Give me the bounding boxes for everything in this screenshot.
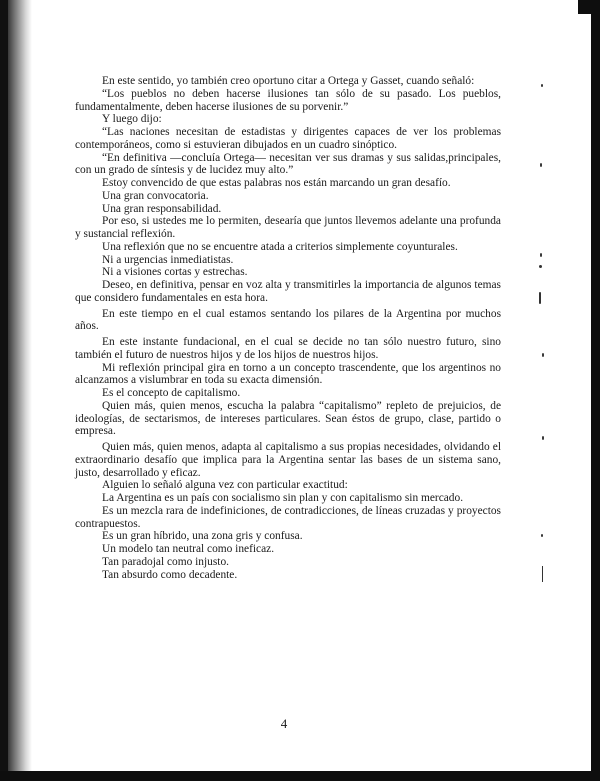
scan-speck: [539, 292, 541, 304]
paragraph: Es un gran híbrido, una zona gris y confusa.: [102, 530, 303, 543]
paragraph: “Las naciones necesitan de estadistas y dirigentes capaces de ver los problemas contemporáneos, como si estuvieran dibujados en un cuadro sinóptico.: [75, 126, 501, 151]
paragraph: Una gran convocatoria.: [102, 189, 209, 202]
scan-speck: [542, 566, 543, 582]
paragraph: Es un mezcla rara de indefiniciones, de contradicciones, de líneas cruzadas y proyectos contrapuestos.: [75, 504, 501, 530]
paragraph: Quien más, quien menos, escucha la palabra “capitalismo” repleto de prejuicios, de ideologías, de sectarismos, de intereses particulares. Sean éstos de grupo, clase, partido o empresa.: [75, 399, 501, 438]
paragraph: Y luego dijo:: [102, 113, 162, 126]
scan-border-left: [0, 0, 8, 781]
paragraph: Ni a visiones cortas y estrechas.: [102, 266, 248, 279]
paragraph: Deseo, en definitiva, pensar en voz alta y transmitirles la importancia de algunos temas que considero fundamentales en esta hora.: [75, 279, 501, 304]
paragraph: En este tiempo en el cual estamos sentando los pilares de la Argentina por muchos años.: [75, 307, 501, 333]
scan-border-right: [591, 0, 600, 781]
document-body: [75, 75, 501, 581]
paragraph: La Argentina es un país con socialismo sin plan y con capitalismo sin mercado.: [102, 492, 464, 504]
paragraph: Tan paradojal como injusto.: [102, 555, 229, 568]
paragraph: Es el concepto de capitalismo.: [102, 387, 241, 399]
scan-speck: [539, 265, 542, 268]
paragraph: En este instante fundacional, en el cual se decide no tan sólo nuestro futuro, sino también el futuro de nuestros hijos y de los hijos de nuestros hijos.: [75, 336, 501, 361]
scan-speck: [540, 253, 542, 257]
paragraph: Tan absurdo como decadente.: [102, 568, 238, 581]
paragraph: Estoy convencido de que estas palabras nos están marcando un gran desafío.: [102, 177, 451, 189]
paragraph: Una gran responsabilidad.: [102, 202, 222, 215]
scan-shadow-left: [8, 0, 32, 781]
paragraph: Quien más, quien menos, adapta al capitalismo a sus propias necesidades, olvidando el extraordinario desafío que implica para la Argentina sentar las bases de un sistema sano, justo, desarrollado y eficaz.: [75, 441, 501, 479]
paragraph: Por eso, si ustedes me lo permiten, desearía que juntos llevemos adelante una profunda y sustancial reflexión.: [75, 215, 501, 240]
scan-corner-top-right: [578, 0, 600, 14]
paragraph: Ni a urgencias inmediatistas.: [102, 253, 234, 266]
paragraph: Alguien lo señaló alguna vez con particular exactitud:: [102, 479, 348, 492]
scan-speck: [540, 163, 542, 167]
paragraph: En este sentido, yo también creo oportuno citar a Ortega y Gasset, cuando señaló:: [102, 75, 475, 87]
scan-speck: [541, 534, 543, 537]
paragraph: Mi reflexión principal gira en torno a un concepto trascendente, que los argentinos no alcanzamos a vislumbrar en toda su exacta dimensión.: [75, 361, 501, 387]
paragraph: Una reflexión que no se encuentre atada a criterios simplemente coyunturales.: [102, 240, 458, 253]
scan-border-bottom: [0, 771, 600, 781]
scan-speck: [541, 84, 543, 87]
paragraph: “Los pueblos no deben hacerse ilusiones tan sólo de su pasado. Los pueblos, fundamentalmente, deben hacerse ilusiones de su porvenir.”: [75, 87, 501, 113]
scan-speck: [542, 353, 544, 357]
paragraph: Un modelo tan neutral como ineficaz.: [102, 543, 275, 555]
paragraph: “En definitiva —concluía Ortega— necesitan ver sus dramas y sus salidas,principales, con un grado de síntesis y de lucidez muy alto.”: [75, 151, 501, 177]
page-number: 4: [280, 716, 288, 731]
scan-speck: [542, 436, 544, 440]
